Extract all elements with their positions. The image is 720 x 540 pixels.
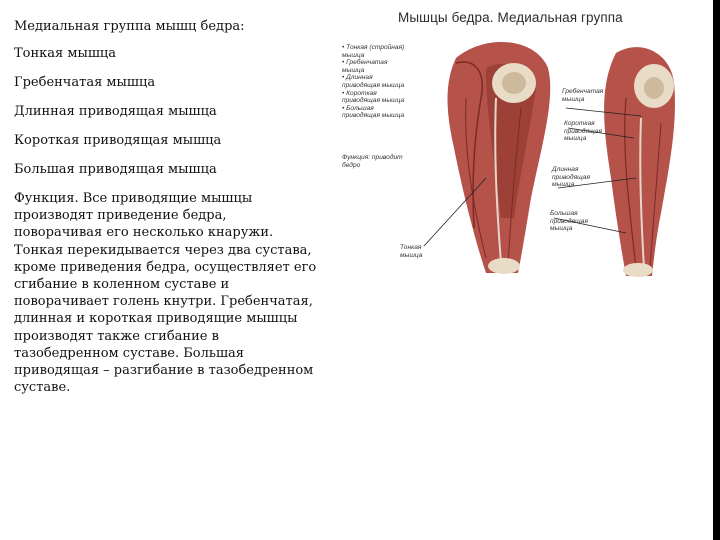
right-thigh-drawing (604, 47, 675, 277)
legend-line: • Большая (342, 104, 374, 112)
muscle-item-gracilis: Тонкая мышца (14, 46, 117, 61)
label-line: Короткая (564, 120, 595, 127)
label-adductor-longus (552, 166, 590, 189)
label-line: мышца (552, 181, 575, 189)
function-line: длинная и короткая приводящие мышцы (14, 311, 298, 327)
label-line: Длинная (552, 166, 579, 173)
legend-line: • Длинная (342, 74, 373, 82)
slide-edge-bar (713, 0, 720, 540)
label-line: приводящая (552, 173, 590, 181)
function-line: производят также сгибание в (14, 328, 219, 344)
label-line: мышца (562, 95, 585, 103)
label-gracilis (400, 244, 422, 259)
muscle-item-pectineus: Гребенчатая мышца (14, 75, 156, 90)
legend-line: приводящая мышца (342, 112, 405, 120)
legend-line: приводящая мышца (342, 81, 405, 89)
legend-line: приводящая мышца (342, 97, 405, 105)
function-line: приводящая – разгибание в тазобедренном (14, 363, 314, 379)
function-note-line: Функция: приводит (342, 154, 403, 161)
label-line: мышца (564, 135, 587, 143)
function-note-line: бедро (342, 161, 361, 169)
function-line: суставе. (14, 380, 71, 396)
function-line: тазобедренном суставе. Большая (14, 345, 244, 361)
label-line: Большая (550, 210, 578, 217)
function-paragraph (14, 190, 332, 396)
function-line: Функция. Все приводящие мышцы (14, 191, 253, 206)
label-line: приводящая (550, 217, 588, 225)
section-title: Медиальная группа мышц бедра: (14, 19, 245, 34)
legend-line: мышца (342, 51, 365, 59)
text-column (14, 18, 332, 396)
function-line: Тонкая перекидывается через два сустава, (14, 242, 312, 258)
label-line: Гребенчатая (562, 88, 604, 95)
anatomy-figure (336, 8, 686, 278)
muscle-item-adductor-magnus: Большая приводящая мышца (14, 162, 217, 177)
function-line: поворачивая его несколько кнаружи. (14, 225, 274, 241)
figure-function-note (342, 154, 403, 169)
label-line: мышца (400, 251, 423, 259)
label-line: мышца (550, 225, 573, 233)
label-line: приводящая (564, 127, 602, 135)
function-line: производят приведение бедра, (14, 208, 227, 224)
legend-line: мышца (342, 66, 365, 74)
left-thigh-drawing (448, 42, 551, 274)
muscle-item-adductor-longus: Длинная приводящая мышца (14, 104, 217, 119)
function-line: кроме приведения бедра, осуществляет его (14, 259, 317, 275)
label-pectineus (562, 88, 603, 103)
legend-line: • Короткая (342, 89, 377, 97)
figure-legend (342, 44, 404, 120)
function-line: сгибание в коленном суставе и (14, 277, 230, 293)
legend-line: • Тонкая (стройная) (342, 44, 405, 51)
function-line: поворачивает голень кнутри. Гребенчатая, (14, 294, 313, 310)
muscle-item-adductor-brevis: Короткая приводящая мышца (14, 133, 222, 148)
legend-line: • Гребенчатая (342, 59, 388, 67)
label-adductor-brevis (564, 120, 602, 143)
label-adductor-magnus (550, 210, 588, 233)
figure-title: Мышцы бедра. Медиальная группа (398, 10, 623, 25)
label-line: Тонкая (400, 244, 422, 251)
